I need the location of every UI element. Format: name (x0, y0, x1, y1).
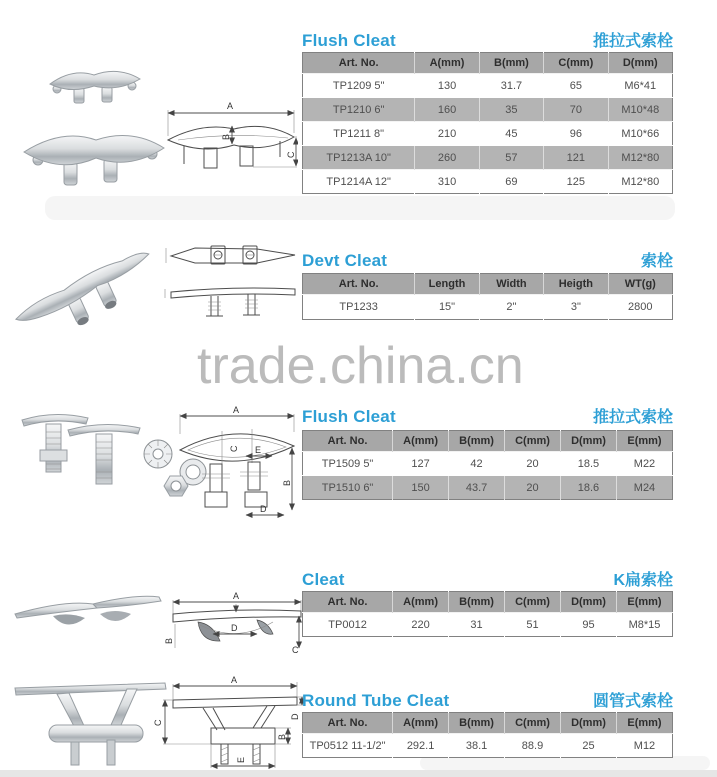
dim-label-a: A (233, 591, 240, 601)
column-header: D(mm) (561, 431, 617, 452)
column-header: WT(g) (608, 274, 672, 295)
dim-label-c: C (286, 151, 296, 158)
dim-label-d: D (260, 504, 267, 514)
column-header: B(mm) (449, 713, 505, 734)
table-cell: 127 (393, 452, 449, 476)
section-header-devt-cleat (302, 248, 673, 271)
star-washer (144, 440, 172, 468)
spec-table-cleat (302, 591, 673, 637)
table-cell: TP1233 (303, 295, 415, 320)
cleat-illustration (5, 556, 305, 656)
table-cell: 38.1 (449, 734, 505, 758)
table-cell: 150 (393, 476, 449, 500)
column-header: A(mm) (393, 713, 449, 734)
table-cell: M24 (616, 476, 672, 500)
dim-label-c: C (229, 445, 239, 452)
table-cell: 95 (561, 613, 617, 637)
table-row (303, 74, 673, 98)
table-row (303, 452, 673, 476)
table-header-row (303, 274, 673, 295)
table-cell: 125 (544, 170, 608, 194)
table-cell: TP0012 (303, 613, 393, 637)
table-row (303, 98, 673, 122)
table-cell: 18.6 (561, 476, 617, 500)
section-header-round-tube-cleat (302, 688, 673, 711)
table-cell: M12 (616, 734, 672, 758)
section-title-zh: 推拉式索栓 (592, 33, 673, 50)
dim-label-b: B (277, 733, 287, 740)
product-photo (11, 247, 164, 332)
table-row (303, 734, 673, 758)
product-photo (22, 414, 206, 496)
table-header-row (303, 53, 673, 74)
dim-label-b: B (282, 479, 292, 486)
table-cell: TP1214A 12" (303, 170, 415, 194)
product-photo (24, 71, 164, 185)
flush-cleat-2-illustration (8, 398, 298, 520)
dim-label-c: C (153, 719, 163, 726)
table-cell: 210 (415, 122, 479, 146)
dim-label-b: B (164, 637, 174, 644)
table-cell: 220 (393, 613, 449, 637)
table-cell: 31.7 (479, 74, 543, 98)
table-cell: M12*80 (608, 146, 672, 170)
table-cell: 121 (544, 146, 608, 170)
table-row (303, 295, 673, 320)
dim-label-a: A (233, 405, 240, 415)
table-cell: 43.7 (449, 476, 505, 500)
watermark-text: trade.china.cn (197, 337, 524, 395)
column-header: Heigth (544, 274, 608, 295)
table-cell: TP1211 8" (303, 122, 415, 146)
column-header: A(mm) (415, 53, 479, 74)
table-header-row (303, 431, 673, 452)
table-cell: 20 (505, 476, 561, 500)
column-header: E(mm) (616, 713, 672, 734)
table-cell: TP0512 11-1/2" (303, 734, 393, 758)
table-cell: M22 (616, 452, 672, 476)
table-row (303, 613, 673, 637)
table-cell: M8*15 (616, 613, 672, 637)
table-cell: 3" (544, 295, 608, 320)
table-cell: 260 (415, 146, 479, 170)
table-cell: 2" (479, 295, 543, 320)
spec-table-flush-cleat-1 (302, 52, 673, 194)
column-header: C(mm) (505, 713, 561, 734)
column-header: B(mm) (449, 431, 505, 452)
column-header: E(mm) (616, 592, 672, 613)
dim-label-d: D (290, 713, 300, 720)
table-cell: 31 (449, 613, 505, 637)
table-cell: 310 (415, 170, 479, 194)
section-header-flush-cleat-2 (302, 404, 673, 427)
dim-label-b: B (221, 133, 231, 140)
dimension-drawing (165, 246, 295, 316)
column-header: Art. No. (303, 431, 393, 452)
table-cell: M6*41 (608, 74, 672, 98)
dimension-drawing (164, 591, 301, 655)
dim-label-e: E (236, 756, 246, 763)
table-cell: TP1510 6" (303, 476, 393, 500)
table-cell: TP1213A 10" (303, 146, 415, 170)
spec-table-round-tube-cleat (302, 712, 673, 758)
table-cell: 70 (544, 98, 608, 122)
column-header: Art. No. (303, 592, 393, 613)
column-header: D(mm) (608, 53, 672, 74)
dimension-drawing (168, 101, 297, 168)
table-cell: 57 (479, 146, 543, 170)
table-cell: M10*66 (608, 122, 672, 146)
table-cell: 42 (449, 452, 505, 476)
product-photo (15, 683, 166, 765)
table-cell: 96 (544, 122, 608, 146)
table-cell: TP1209 5" (303, 74, 415, 98)
table-cell: 292.1 (393, 734, 449, 758)
table-cell: 18.5 (561, 452, 617, 476)
dim-label-a: A (227, 101, 234, 111)
table-cell: M10*48 (608, 98, 672, 122)
round-tube-cleat-illustration (5, 668, 305, 776)
column-header: D(mm) (561, 592, 617, 613)
column-header: Length (415, 274, 479, 295)
table-cell: 35 (479, 98, 543, 122)
section-title-en: Round Tube Cleat (302, 691, 450, 710)
column-header: B(mm) (449, 592, 505, 613)
table-cell: TP1210 6" (303, 98, 415, 122)
table-cell: 160 (415, 98, 479, 122)
table-cell: TP1509 5" (303, 452, 393, 476)
table-cell: 25 (561, 734, 617, 758)
column-header: Width (479, 274, 543, 295)
dim-label-e: E (255, 445, 262, 455)
table-cell: 51 (505, 613, 561, 637)
spec-table-devt-cleat (302, 273, 673, 320)
section-title-en: Devt Cleat (302, 251, 388, 270)
column-header: B(mm) (479, 53, 543, 74)
column-header: D(mm) (561, 713, 617, 734)
table-header-row (303, 592, 673, 613)
dim-label-c: C (292, 645, 299, 655)
table-cell: 45 (479, 122, 543, 146)
section-header-cleat (302, 567, 673, 590)
table-cell: M12*80 (608, 170, 672, 194)
spec-table-flush-cleat-2 (302, 430, 673, 500)
flush-cleat-1-illustration (8, 40, 298, 195)
table-cell: 88.9 (505, 734, 561, 758)
section-title-zh: 索栓 (640, 253, 673, 270)
column-header: Art. No. (303, 274, 415, 295)
column-header: Art. No. (303, 53, 415, 74)
column-header: C(mm) (505, 431, 561, 452)
scan-smudge (420, 756, 710, 770)
table-cell: 130 (415, 74, 479, 98)
section-title-en: Flush Cleat (302, 31, 396, 50)
section-title-zh: K扁索栓 (613, 572, 673, 589)
column-header: C(mm) (505, 592, 561, 613)
column-header: E(mm) (616, 431, 672, 452)
column-header: Art. No. (303, 713, 393, 734)
section-title-zh: 圆管式索栓 (592, 693, 673, 710)
table-row (303, 476, 673, 500)
table-row (303, 122, 673, 146)
section-title-zh: 推拉式索栓 (592, 409, 673, 426)
table-cell: 69 (479, 170, 543, 194)
table-row (303, 170, 673, 194)
column-header: A(mm) (393, 431, 449, 452)
table-cell: 2800 (608, 295, 672, 320)
section-title-en: Cleat (302, 570, 345, 589)
column-header: A(mm) (393, 592, 449, 613)
scan-smudge (45, 196, 675, 220)
column-header: C(mm) (544, 53, 608, 74)
dim-label-a: A (231, 675, 238, 685)
table-cell: 20 (505, 452, 561, 476)
table-cell: 65 (544, 74, 608, 98)
section-title-en: Flush Cleat (302, 407, 396, 426)
table-row (303, 146, 673, 170)
product-photo (15, 596, 161, 624)
dim-label-d: D (231, 623, 238, 633)
dimension-drawing (153, 675, 304, 768)
table-header-row (303, 713, 673, 734)
devt-cleat-illustration (5, 232, 300, 332)
table-cell: 15" (415, 295, 479, 320)
section-header-flush-cleat-1 (302, 28, 673, 51)
